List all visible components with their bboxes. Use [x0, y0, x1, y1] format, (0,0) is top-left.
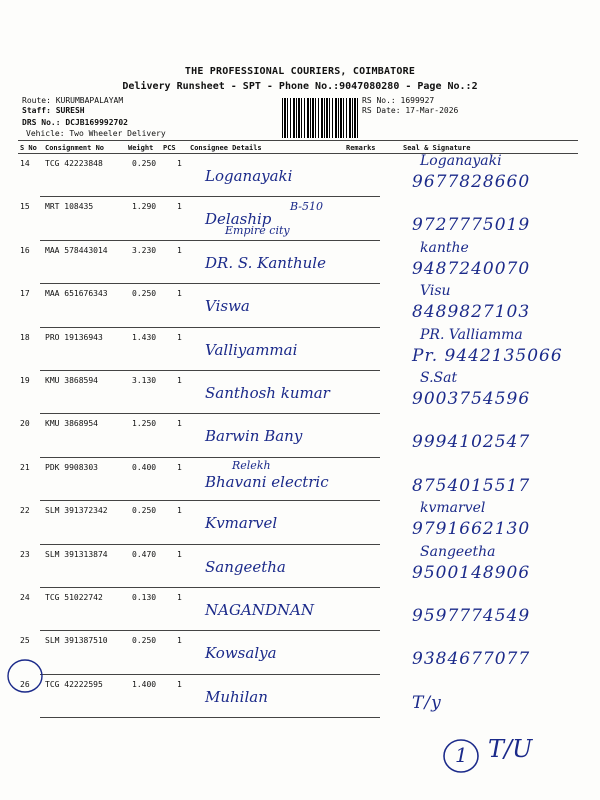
col-consignee: Consignee Details: [190, 144, 262, 152]
consignee-handwritten: Sangeetha: [205, 557, 286, 576]
consignee-handwritten: Loganayaki: [205, 167, 293, 185]
col-consignment: Consignment No: [45, 144, 105, 152]
col-sno: S No: [20, 144, 37, 152]
row-consignment-no: MAA 578443014: [45, 245, 108, 255]
row-consignment-no: TCG 42223848: [45, 159, 103, 168]
signature-phone: 9487240070: [412, 258, 531, 279]
row-sno: 17: [20, 289, 30, 299]
signature-phone: 9791662130: [412, 519, 531, 540]
signature-phone: T/y: [412, 692, 442, 713]
row-weight: 0.130: [132, 593, 157, 602]
col-weight: Weight: [128, 144, 154, 152]
row-sno: 22: [20, 506, 30, 516]
signature-name: Sangeetha: [420, 543, 496, 560]
col-seal: Seal & Signature: [403, 144, 471, 152]
row-pcs: 1: [177, 159, 182, 168]
consignee-handwritten: Valliyammai: [205, 340, 298, 359]
consignee-handwritten-line2: Empire city: [225, 224, 290, 238]
row-weight: 0.250: [132, 506, 157, 516]
signature-phone: 9500148906: [412, 562, 531, 583]
row-consignment-no: TCG 42222595: [45, 679, 103, 689]
row-consignment-no: PRO 19136943: [45, 332, 103, 342]
consignee-handwritten: Kvmarvel: [205, 514, 278, 533]
consignee-handwritten: DR. S. Kanthule: [205, 253, 326, 272]
row-sno: 15: [20, 202, 30, 212]
signature-phone: 9994102547: [412, 432, 531, 453]
signature-name: Visu: [420, 283, 451, 300]
row-pcs: 1: [177, 376, 182, 385]
row-weight: 1.430: [132, 332, 157, 342]
row-weight: 1.290: [132, 202, 157, 212]
signature-phone: 9597774549: [412, 606, 531, 626]
signature-name: PR. Valliamma: [420, 326, 523, 343]
row-pcs: 1: [177, 419, 182, 429]
row-weight: 0.470: [132, 549, 157, 559]
row-pcs: 1: [177, 506, 182, 516]
row-weight: 0.250: [132, 636, 157, 646]
circle-mark-26: [8, 660, 42, 692]
row-consignment-no: MRT 108435: [45, 202, 94, 212]
signature-name: Loganayaki: [420, 153, 502, 169]
consignee-handwritten: Muhilan: [205, 687, 268, 706]
row-pcs: 1: [177, 289, 182, 299]
signature-name: kanthe: [420, 239, 469, 256]
footer-note: T/U: [488, 735, 533, 763]
row-sno: 21: [20, 462, 30, 472]
row-weight: 0.250: [132, 159, 157, 168]
consignee-handwritten: Kowsalya: [205, 644, 277, 663]
row-pcs: 1: [177, 549, 182, 559]
row-sno: 16: [20, 245, 30, 255]
consignee-handwritten: Viswa: [205, 297, 250, 316]
consignee-handwritten: Delaship: [205, 210, 272, 229]
row-sno: 14: [20, 159, 30, 168]
row-consignment-no: SLM 391313874: [45, 549, 108, 559]
row-consignment-no: PDK 9908303: [45, 462, 98, 472]
row-consignment-no: MAA 651676343: [45, 289, 108, 299]
signature-name: S.Sat: [420, 370, 458, 386]
row-weight: 3.130: [132, 376, 157, 385]
signature-name: kvmarvel: [420, 500, 486, 517]
staff-label: Staff: SURESH: [22, 106, 85, 115]
row-weight: 0.250: [132, 289, 157, 299]
vehicle-label: Vehicle: Two Wheeler Delivery: [26, 129, 166, 138]
rs-date: RS Date: 17-Mar-2026: [362, 106, 459, 115]
footer-count: 1: [455, 743, 468, 767]
signature-phone: 9003754596: [412, 389, 531, 409]
row-pcs: 1: [177, 202, 182, 212]
row-pcs: 1: [177, 593, 182, 602]
row-consignment-no: KMU 3868594: [45, 376, 98, 385]
row-sno: 26: [20, 679, 30, 689]
row-weight: 3.230: [132, 245, 157, 255]
row-sno: 20: [20, 419, 30, 429]
col-pcs: PCS: [163, 144, 176, 152]
col-remarks: Remarks: [346, 144, 376, 152]
row-sno: 23: [20, 549, 30, 559]
drs-label: DRS No.: DCJB169992702: [22, 118, 128, 127]
row-weight: 1.400: [132, 679, 157, 689]
route-label: Route: KURUMBAPALAYAM: [22, 96, 124, 105]
runsheet-subtitle: Delivery Runsheet - SPT - Phone No.:9047080280 - Page No.:2: [122, 81, 478, 92]
row-weight: 0.400: [132, 462, 157, 472]
row-sno: 19: [20, 376, 30, 385]
consignee-handwritten-note: Relekh: [232, 458, 271, 472]
row-pcs: 1: [177, 462, 182, 472]
consignee-handwritten: Santhosh kumar: [205, 384, 330, 402]
row-pcs: 1: [177, 332, 182, 342]
rs-number: RS No.: 1699927: [362, 96, 435, 105]
company-title: THE PROFESSIONAL COURIERS, COIMBATORE: [184, 66, 416, 77]
signature-phone: 8754015517: [412, 475, 531, 496]
consignee-handwritten: Bhavani electric: [205, 472, 329, 491]
row-pcs: 1: [177, 679, 182, 689]
row-consignment-no: SLM 391372342: [45, 506, 108, 516]
row-consignment-no: KMU 3868954: [45, 419, 98, 429]
row-consignment-no: SLM 391387510: [45, 636, 108, 646]
row-sno: 25: [20, 636, 30, 646]
row-consignment-no: TCG 51022742: [45, 593, 103, 602]
signature-phone: 9677828660: [412, 172, 531, 192]
row-sno: 18: [20, 332, 30, 342]
signature-phone: 9727775019: [412, 215, 531, 236]
consignee-handwritten: Barwin Bany: [205, 427, 303, 446]
row-pcs: 1: [177, 245, 182, 255]
row-pcs: 1: [177, 636, 182, 646]
consignee-handwritten: NAGANDNAN: [205, 601, 315, 619]
signature-phone: Pr. 9442135066: [412, 345, 563, 366]
consignee-handwritten-extra: B-510: [290, 200, 323, 214]
signature-phone: 8489827103: [412, 302, 531, 323]
signature-phone: 9384677077: [412, 649, 531, 670]
row-weight: 1.250: [132, 419, 157, 429]
row-sno: 24: [20, 593, 30, 602]
